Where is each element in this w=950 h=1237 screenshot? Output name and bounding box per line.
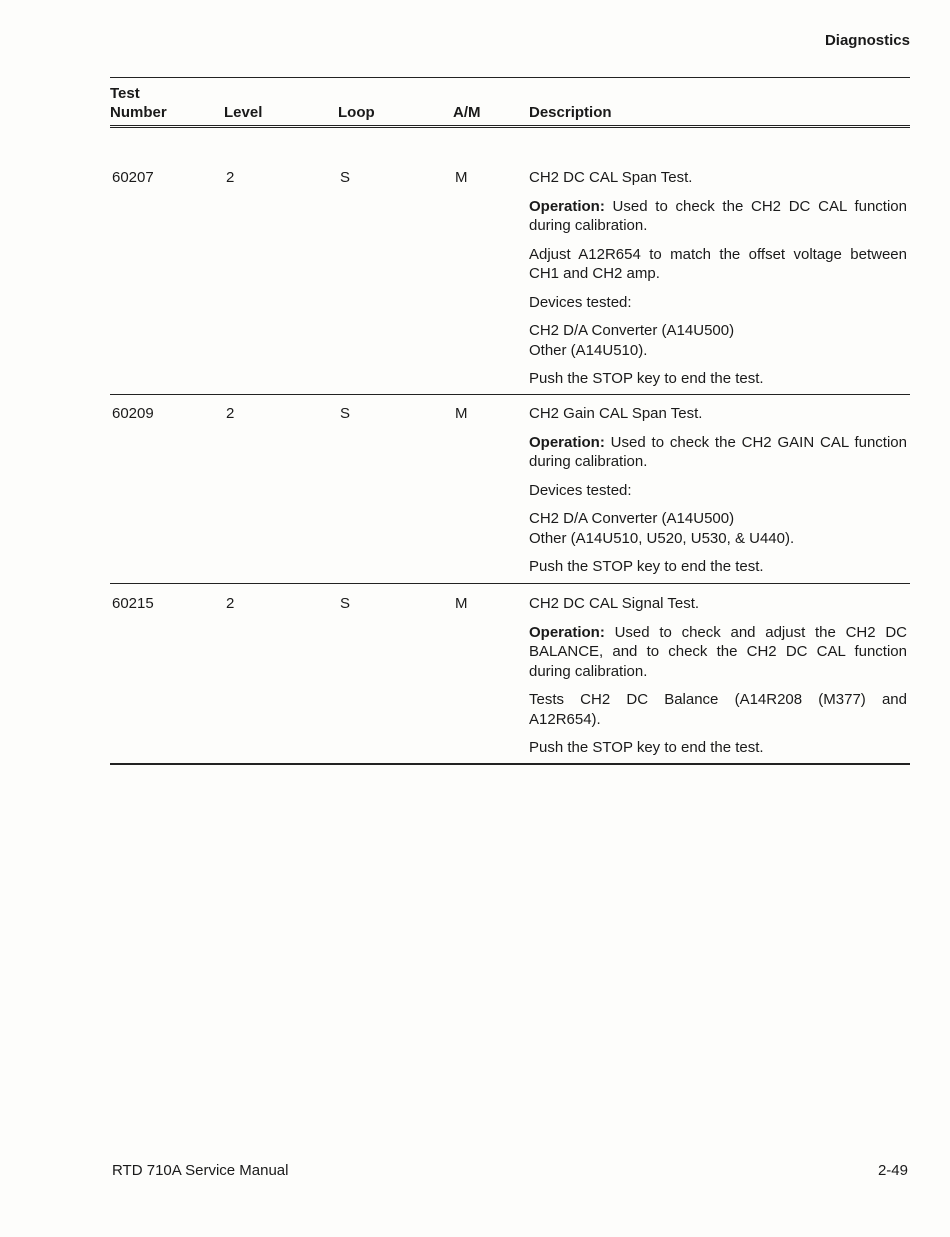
operation-text: Used to check the CH2 GAIN CAL function during calibration. <box>529 433 907 470</box>
description-operation <box>529 197 907 236</box>
device-item: CH2 D/A Converter (A14U500) <box>529 322 735 339</box>
header-double-rule <box>110 125 910 128</box>
test-number: 60215 <box>112 595 154 612</box>
test-level: 2 <box>226 405 235 422</box>
description-operation <box>529 433 907 472</box>
test-am: M <box>455 595 468 612</box>
page-header: Diagnostics <box>824 32 910 49</box>
table-top-rule <box>110 77 910 78</box>
footer-manual-title: RTD 710A Service Manual <box>112 1162 289 1179</box>
column-header-description: Description <box>529 104 612 121</box>
operation-text: Used to check the CH2 DC CAL function during calibration. <box>529 197 907 234</box>
device-item: CH2 D/A Converter (A14U500) <box>529 510 735 527</box>
footer-page-number: 2-49 <box>877 1162 908 1179</box>
test-am: M <box>455 169 468 186</box>
description-stop: Push the STOP key to end the test. <box>529 558 764 575</box>
column-header-level: Level <box>224 104 263 121</box>
test-loop: S <box>340 405 351 422</box>
column-header-test: Test <box>110 85 140 102</box>
description-adjust: Adjust A12R654 to match the offset voltage between CH1 and CH2 amp. <box>529 245 907 282</box>
test-am: M <box>455 405 468 422</box>
column-header-test-number <box>110 84 167 122</box>
description-title: CH2 DC CAL Span Test. <box>529 169 693 186</box>
test-number: 60207 <box>112 169 154 186</box>
test-level: 2 <box>226 595 235 612</box>
operation-label: Operation: <box>529 197 605 215</box>
description-devices-list <box>529 509 907 548</box>
test-loop: S <box>340 169 351 186</box>
column-header-am: A/M <box>453 104 481 121</box>
test-loop: S <box>340 595 351 612</box>
operation-label: Operation: <box>529 623 605 641</box>
device-item: Other (A14U510). <box>529 341 648 359</box>
table-bottom-rule <box>110 763 910 765</box>
description-devices-list <box>529 321 907 360</box>
description-title: CH2 DC CAL Signal Test. <box>529 595 700 612</box>
test-description <box>529 594 907 758</box>
column-header-number: Number <box>110 104 167 121</box>
description-title: CH2 Gain CAL Span Test. <box>529 405 703 422</box>
test-number: 60209 <box>112 405 154 422</box>
column-header-loop: Loop <box>338 104 375 121</box>
description-devices-label: Devices tested: <box>529 293 632 311</box>
device-item: Other (A14U510, U520, U530, & U440). <box>529 529 795 547</box>
description-tests: Tests CH2 DC Balance (A14R208 (M377) and A12R654). <box>529 691 907 728</box>
test-level: 2 <box>226 169 235 186</box>
description-stop: Push the STOP key to end the test. <box>529 739 764 756</box>
description-stop: Push the STOP key to end the test. <box>529 370 764 387</box>
description-operation <box>529 623 907 682</box>
test-description <box>529 168 907 389</box>
row-divider <box>110 583 910 584</box>
description-devices-label: Devices tested: <box>529 481 632 499</box>
test-description <box>529 404 907 577</box>
operation-label: Operation: <box>529 433 605 451</box>
operation-text: Used to check and adjust the CH2 DC BALANCE, and to check the CH2 DC CAL function during calibration. <box>529 623 907 680</box>
row-divider <box>110 394 910 395</box>
